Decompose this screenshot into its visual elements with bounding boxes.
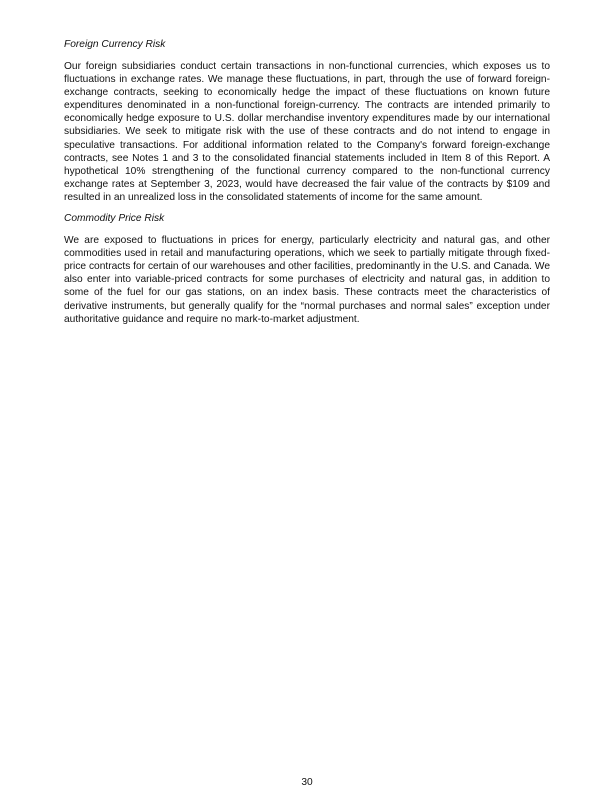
section-paragraph: We are exposed to fluctuations in prices for energy, particularly electricity and natural gas, and other commodities used in retail and manufacturing operations, which we seek to partially mitigate through fixed-price contracts for certain of our warehouses and other facilities, predominantly in the U.S. and Canada. We also enter into variable-priced contracts for some purchases of electricity and natural gas, in addition to some of the fuel for our gas stations, on an index basis. These contracts meet the characteristics of derivative instruments, but generally qualify for the “normal purchases and normal sales” exception under authoritative guidance and require no mark-to-market adjustment. — [64, 235, 550, 325]
page-number: 30 — [301, 777, 313, 788]
section-paragraph: Our foreign subsidiaries conduct certain transactions in non-functional currencies, which exposes us to fluctuations in exchange rates. We manage these fluctuations, in part, through the use of forward foreign-exchange contracts, seeking to economically hedge the impact of these fluctuations on known future expenditures denominated in a non-functional foreign-currency. The contracts are intended primarily to economically hedge exposure to U.S. dollar merchandise inventory expenditures made by our international subsidiaries. We seek to mitigate risk with the use of these contracts and do not intend to engage in speculative transactions. For additional information related to the Company's forward foreign-exchange contracts, see Notes 1 and 3 to the consolidated financial statements included in Item 8 of this Report. A hypothetical 10% strengthening of the functional currency compared to the non-functional currency exchange rates at September 3, 2023, would have decreased the fair value of the contracts by $109 and resulted in an unrealized loss in the consolidated statements of income for the same amount. — [64, 61, 550, 203]
foreign-currency-risk-section — [64, 38, 550, 204]
commodity-price-risk-section — [64, 212, 550, 326]
document-page — [64, 38, 550, 334]
section-heading: Foreign Currency Risk — [64, 39, 166, 50]
section-heading: Commodity Price Risk — [64, 213, 165, 225]
